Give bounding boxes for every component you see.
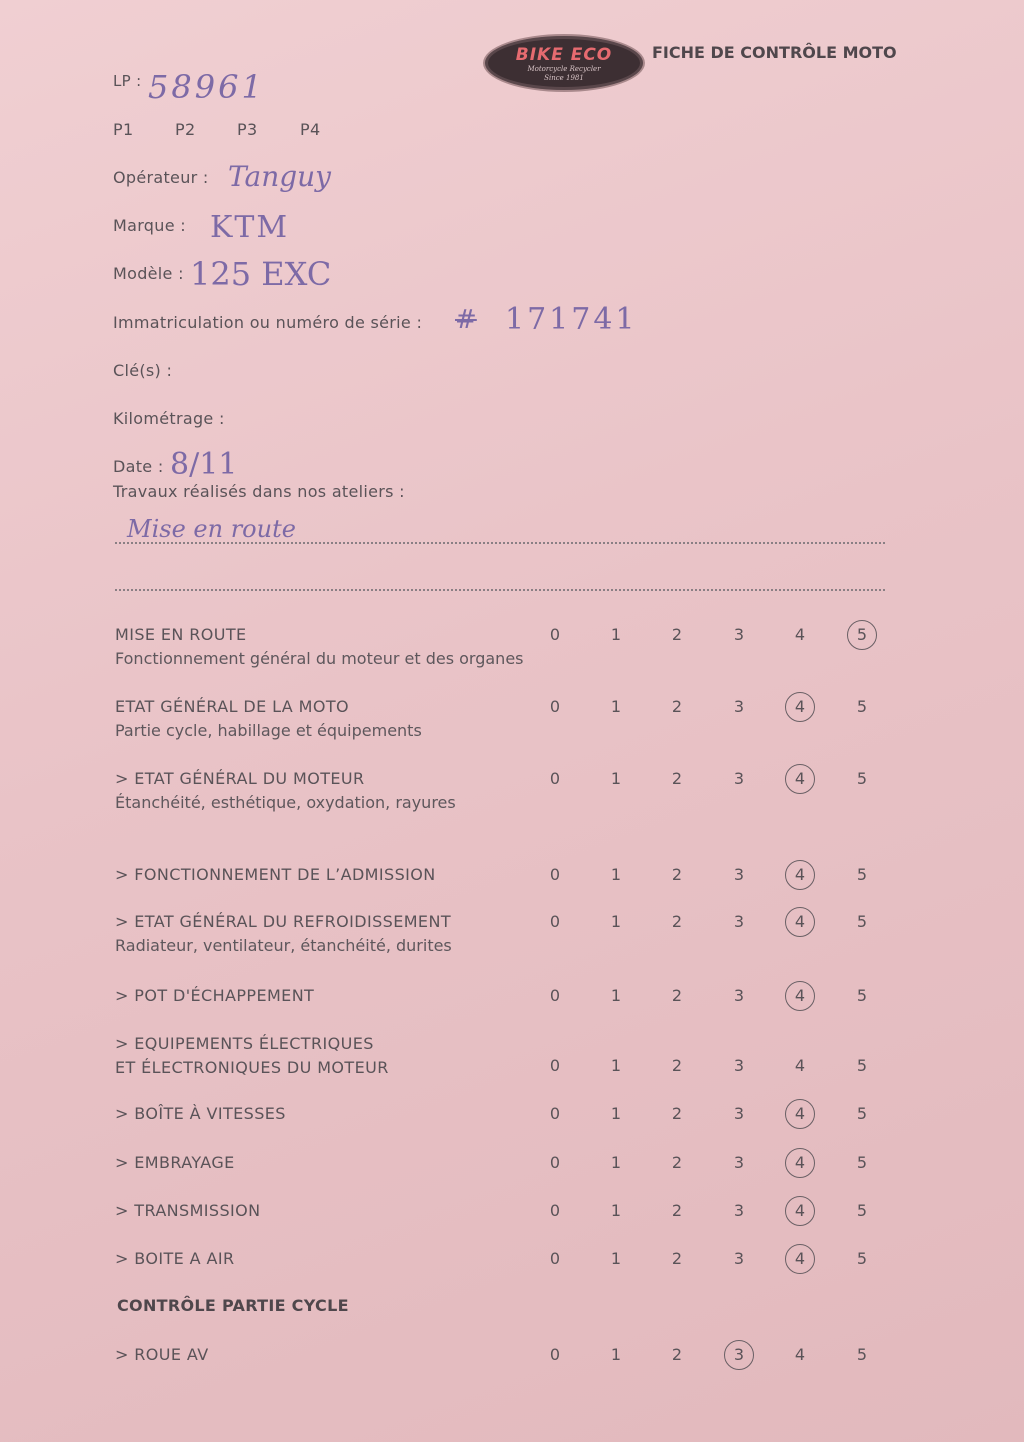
logo-brand: BIKE ECO [515, 45, 613, 65]
row-subtitle: Radiateur, ventilateur, étanchéité, durites [115, 936, 452, 955]
logo-since: Since 1981 [544, 74, 584, 82]
score-option-3[interactable]: 3 [733, 1104, 745, 1123]
score-option-1[interactable]: 1 [610, 625, 622, 644]
score-option-0[interactable]: 0 [549, 697, 561, 716]
row-subtitle: Étanchéité, esthétique, oxydation, rayures [115, 793, 456, 812]
score-option-2[interactable]: 2 [671, 912, 683, 931]
score-option-2[interactable]: 2 [671, 1153, 683, 1172]
score-option-2[interactable]: 2 [671, 625, 683, 644]
score-option-3[interactable]: 3 [733, 912, 745, 931]
score-option-4[interactable]: 4 [788, 986, 812, 1005]
score-option-0[interactable]: 0 [549, 986, 561, 1005]
model-label: Modèle : [113, 264, 184, 283]
score-option-2[interactable]: 2 [671, 1345, 683, 1364]
score-option-0[interactable]: 0 [549, 625, 561, 644]
works-line-1 [115, 542, 885, 544]
document-title: FICHE DE CONTRÔLE MOTO [652, 43, 897, 62]
score-option-4[interactable]: 4 [788, 865, 812, 884]
p4-label: P4 [300, 120, 321, 139]
date-label: Date : [113, 457, 164, 476]
score-option-3[interactable]: 3 [733, 865, 745, 884]
score-option-0[interactable]: 0 [549, 865, 561, 884]
score-option-5[interactable]: 5 [850, 625, 874, 644]
score-option-3[interactable]: 3 [733, 986, 745, 1005]
score-option-2[interactable]: 2 [671, 769, 683, 788]
score-option-3[interactable]: 3 [733, 625, 745, 644]
score-option-4[interactable]: 4 [788, 1153, 812, 1172]
row-subtitle: ET ÉLECTRONIQUES DU MOTEUR [115, 1058, 389, 1077]
score-option-0[interactable]: 0 [549, 1104, 561, 1123]
model-value[interactable]: 125 EXC [190, 255, 332, 293]
row-title: ETAT GÉNÉRAL DE LA MOTO [115, 697, 349, 716]
score-option-1[interactable]: 1 [610, 697, 622, 716]
score-option-5[interactable]: 5 [856, 1153, 868, 1172]
score-option-4[interactable]: 4 [794, 1056, 806, 1075]
row-subtitle: Fonctionnement général du moteur et des organes [115, 649, 524, 668]
cycle-row-title: > ROUE AV [115, 1345, 209, 1364]
score-option-5[interactable]: 5 [856, 1104, 868, 1123]
works-value[interactable]: Mise en route [127, 515, 296, 543]
score-option-5[interactable]: 5 [856, 1201, 868, 1220]
row-title: > BOÎTE À VITESSES [115, 1104, 286, 1123]
p2-label: P2 [175, 120, 196, 139]
score-option-3[interactable]: 3 [733, 697, 745, 716]
row-title: > EQUIPEMENTS ÉLECTRIQUES [115, 1034, 374, 1053]
row-title: > BOITE A AIR [115, 1249, 235, 1268]
score-option-4[interactable]: 4 [794, 625, 806, 644]
brand-value[interactable]: KTM [210, 210, 290, 245]
score-option-0[interactable]: 0 [549, 1201, 561, 1220]
score-option-0[interactable]: 0 [549, 769, 561, 788]
score-option-5[interactable]: 5 [856, 986, 868, 1005]
lp-label: LP : [113, 72, 142, 90]
row-title: > EMBRAYAGE [115, 1153, 235, 1172]
score-option-0[interactable]: 0 [549, 1249, 561, 1268]
score-option-3[interactable]: 3 [733, 1153, 745, 1172]
serial-value[interactable]: 171741 [505, 302, 638, 337]
works-label: Travaux réalisés dans nos ateliers : [113, 482, 405, 501]
serial-struck-mark: # [455, 305, 477, 335]
score-option-2[interactable]: 2 [671, 986, 683, 1005]
score-option-1[interactable]: 1 [610, 1249, 622, 1268]
date-value[interactable]: 8/11 [170, 447, 238, 482]
score-option-3[interactable]: 3 [733, 1201, 745, 1220]
score-option-2[interactable]: 2 [671, 1249, 683, 1268]
score-option-5[interactable]: 5 [856, 697, 868, 716]
score-option-1[interactable]: 1 [610, 769, 622, 788]
score-option-2[interactable]: 2 [671, 865, 683, 884]
score-option-1[interactable]: 1 [610, 1345, 622, 1364]
row-subtitle: Partie cycle, habillage et équipements [115, 721, 422, 740]
score-option-5[interactable]: 5 [856, 1056, 868, 1075]
score-option-2[interactable]: 2 [671, 1104, 683, 1123]
score-option-1[interactable]: 1 [610, 1104, 622, 1123]
operator-value[interactable]: Tanguy [228, 160, 332, 193]
mileage-label: Kilométrage : [113, 409, 225, 428]
score-option-5[interactable]: 5 [856, 912, 868, 931]
score-option-5[interactable]: 5 [856, 1249, 868, 1268]
score-option-2[interactable]: 2 [671, 1056, 683, 1075]
operator-label: Opérateur : [113, 168, 209, 187]
brand-label: Marque : [113, 216, 186, 235]
p3-label: P3 [237, 120, 258, 139]
row-title: > ETAT GÉNÉRAL DU REFROIDISSEMENT [115, 912, 451, 931]
score-option-3[interactable]: 3 [733, 1056, 745, 1075]
row-title: > ETAT GÉNÉRAL DU MOTEUR [115, 769, 365, 788]
score-option-0[interactable]: 0 [549, 1345, 561, 1364]
score-option-4[interactable]: 4 [788, 1104, 812, 1123]
score-option-2[interactable]: 2 [671, 697, 683, 716]
row-title: > POT D'ÉCHAPPEMENT [115, 986, 315, 1005]
works-line-2 [115, 589, 885, 591]
logo-tagline: Motorcycle Recycler [527, 65, 601, 73]
row-title: > TRANSMISSION [115, 1201, 261, 1220]
score-option-1[interactable]: 1 [610, 1056, 622, 1075]
score-option-0[interactable]: 0 [549, 912, 561, 931]
score-option-5[interactable]: 5 [856, 769, 868, 788]
serial-label: Immatriculation ou numéro de série : [113, 313, 423, 332]
score-option-4[interactable]: 4 [788, 697, 812, 716]
score-option-1[interactable]: 1 [610, 865, 622, 884]
score-option-1[interactable]: 1 [610, 1153, 622, 1172]
row-title: MISE EN ROUTE [115, 625, 247, 644]
lp-value[interactable]: 58961 [148, 68, 265, 106]
score-option-4[interactable]: 4 [788, 769, 812, 788]
score-option-4[interactable]: 4 [794, 1345, 806, 1364]
score-option-2[interactable]: 2 [671, 1201, 683, 1220]
score-option-3[interactable]: 3 [733, 1249, 745, 1268]
row-title: > FONCTIONNEMENT DE L’ADMISSION [115, 865, 436, 884]
score-option-4[interactable]: 4 [788, 912, 812, 931]
section-title-cycle: CONTRÔLE PARTIE CYCLE [117, 1296, 349, 1315]
score-option-4[interactable]: 4 [788, 1201, 812, 1220]
score-option-5[interactable]: 5 [856, 1345, 868, 1364]
score-option-1[interactable]: 1 [610, 1201, 622, 1220]
score-option-0[interactable]: 0 [549, 1056, 561, 1075]
score-option-3[interactable]: 3 [727, 1345, 751, 1364]
bike-eco-logo [483, 34, 645, 92]
score-option-5[interactable]: 5 [856, 865, 868, 884]
p1-label: P1 [113, 120, 134, 139]
score-option-4[interactable]: 4 [788, 1249, 812, 1268]
score-option-1[interactable]: 1 [610, 912, 622, 931]
score-option-1[interactable]: 1 [610, 986, 622, 1005]
score-option-0[interactable]: 0 [549, 1153, 561, 1172]
score-option-3[interactable]: 3 [733, 769, 745, 788]
keys-label: Clé(s) : [113, 361, 173, 380]
